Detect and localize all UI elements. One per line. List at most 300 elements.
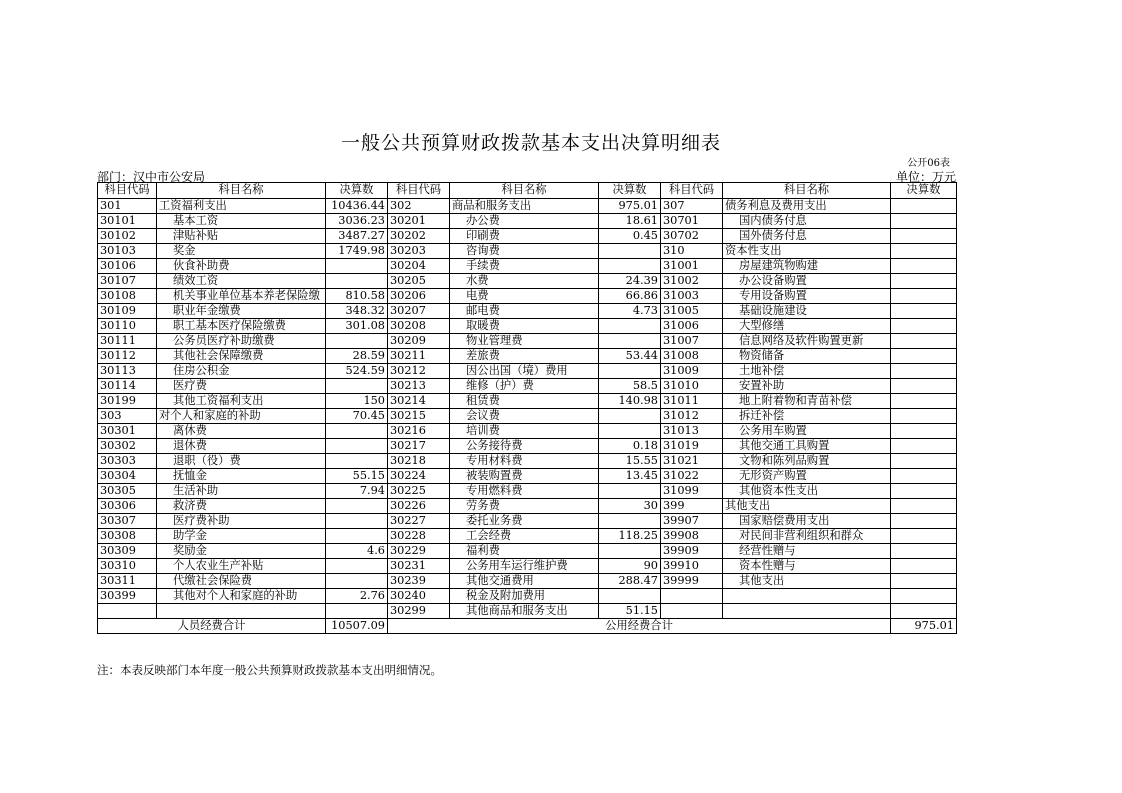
amount-cell <box>599 513 661 528</box>
subject-code-cell: 30199 <box>98 393 157 408</box>
table-row <box>98 468 957 483</box>
amount-cell: 0.45 <box>599 228 661 243</box>
subject-name-cell: 手续费 <box>450 258 599 273</box>
subject-code-cell: 30306 <box>98 498 157 513</box>
amount-cell: 13.45 <box>599 468 661 483</box>
amount-cell <box>326 333 388 348</box>
subject-code-cell: 30229 <box>388 543 450 558</box>
subject-name-cell: 工会经费 <box>450 528 599 543</box>
amount-cell <box>891 198 957 213</box>
subject-code-cell: 31012 <box>661 408 723 423</box>
subject-code-cell: 310 <box>661 243 723 258</box>
subject-name-cell: 商品和服务支出 <box>450 198 599 213</box>
subject-name-cell: 绩效工资 <box>157 273 326 288</box>
amount-cell: 3036.23 <box>326 213 388 228</box>
unit-label: 单位：万元 <box>895 170 956 184</box>
subject-code-cell: 30207 <box>388 303 450 318</box>
subject-name-cell: 国外债务付息 <box>723 228 891 243</box>
table-row <box>98 423 957 438</box>
subject-name-cell: 经营性赠与 <box>723 543 891 558</box>
subject-code-cell: 39908 <box>661 528 723 543</box>
subject-name-cell: 基础设施建设 <box>723 303 891 318</box>
subject-code-cell: 30215 <box>388 408 450 423</box>
public-total-label: 公用经费合计 <box>388 618 891 633</box>
totals-row <box>98 618 957 633</box>
subject-code-cell: 30107 <box>98 273 157 288</box>
subject-code-cell: 30224 <box>388 468 450 483</box>
subject-code-cell: 30225 <box>388 483 450 498</box>
subject-name-cell: 代缴社会保险费 <box>157 573 326 588</box>
amount-cell <box>891 288 957 303</box>
subject-code-cell: 30310 <box>98 558 157 573</box>
subject-code-cell: 31022 <box>661 468 723 483</box>
amount-cell <box>891 543 957 558</box>
subject-name-cell: 奖励金 <box>157 543 326 558</box>
subject-code-cell: 303 <box>98 408 157 423</box>
column-header: 决算数 <box>326 183 388 199</box>
subject-code-cell: 30108 <box>98 288 157 303</box>
subject-name-cell: 邮电费 <box>450 303 599 318</box>
subject-name-cell: 大型修缮 <box>723 318 891 333</box>
subject-name-cell: 对民间非营利组织和群众 <box>723 528 891 543</box>
amount-cell <box>891 393 957 408</box>
subject-name-cell: 医疗费 <box>157 378 326 393</box>
amount-cell: 70.45 <box>326 408 388 423</box>
amount-cell <box>891 573 957 588</box>
amount-cell <box>891 558 957 573</box>
table-row <box>98 198 957 213</box>
amount-cell: 118.25 <box>599 528 661 543</box>
amount-cell <box>891 318 957 333</box>
subject-code-cell: 30299 <box>388 603 450 618</box>
subject-name-cell <box>723 603 891 618</box>
amount-cell: 90 <box>599 558 661 573</box>
subject-code-cell: 39999 <box>661 573 723 588</box>
amount-cell <box>891 408 957 423</box>
table-row <box>98 318 957 333</box>
subject-name-cell: 咨询费 <box>450 243 599 258</box>
subject-name-cell: 资本性支出 <box>723 243 891 258</box>
subject-code-cell: 30201 <box>388 213 450 228</box>
subject-name-cell: 安置补助 <box>723 378 891 393</box>
subject-name-cell: 专用燃料费 <box>450 483 599 498</box>
subject-name-cell: 会议费 <box>450 408 599 423</box>
subject-code-cell: 30101 <box>98 213 157 228</box>
table-row <box>98 498 957 513</box>
subject-code-cell: 30112 <box>98 348 157 363</box>
subject-name-cell: 其他对个人和家庭的补助 <box>157 588 326 603</box>
amount-cell: 18.61 <box>599 213 661 228</box>
amount-cell <box>891 258 957 273</box>
subject-name-cell: 生活补助 <box>157 483 326 498</box>
amount-cell <box>891 468 957 483</box>
subject-name-cell: 其他商品和服务支出 <box>450 603 599 618</box>
amount-cell: 288.47 <box>599 573 661 588</box>
subject-name-cell: 物资储备 <box>723 348 891 363</box>
amount-cell: 150 <box>326 393 388 408</box>
subject-name-cell: 助学金 <box>157 528 326 543</box>
subject-code-cell: 30218 <box>388 453 450 468</box>
subject-name-cell: 地上附着物和青苗补偿 <box>723 393 891 408</box>
amount-cell: 348.32 <box>326 303 388 318</box>
form-number: 公开06表 <box>907 158 950 169</box>
public-total-value: 975.01 <box>891 618 957 633</box>
subject-name-cell <box>723 588 891 603</box>
subject-name-cell: 物业管理费 <box>450 333 599 348</box>
subject-name-cell: 拆迁补偿 <box>723 408 891 423</box>
amount-cell: 53.44 <box>599 348 661 363</box>
subject-code-cell: 30114 <box>98 378 157 393</box>
subject-name-cell: 其他交通工具购置 <box>723 438 891 453</box>
amount-cell <box>599 318 661 333</box>
table-row <box>98 513 957 528</box>
subject-code-cell: 30304 <box>98 468 157 483</box>
amount-cell <box>891 438 957 453</box>
subject-name-cell: 国家赔偿费用支出 <box>723 513 891 528</box>
amount-cell <box>891 483 957 498</box>
subject-name-cell: 办公费 <box>450 213 599 228</box>
subject-name-cell: 公务用车运行维护费 <box>450 558 599 573</box>
amount-cell <box>326 423 388 438</box>
subject-name-cell: 土地补偿 <box>723 363 891 378</box>
subject-code-cell: 302 <box>388 198 450 213</box>
subject-code-cell: 30102 <box>98 228 157 243</box>
column-header: 科目名称 <box>450 183 599 199</box>
column-header: 科目代码 <box>388 183 450 199</box>
subject-code-cell: 30205 <box>388 273 450 288</box>
subject-name-cell: 债务利息及费用支出 <box>723 198 891 213</box>
subject-code-cell: 307 <box>661 198 723 213</box>
subject-code-cell: 30240 <box>388 588 450 603</box>
table-row <box>98 273 957 288</box>
subject-name-cell: 住房公积金 <box>157 363 326 378</box>
amount-cell <box>891 303 957 318</box>
amount-cell <box>891 588 957 603</box>
subject-name-cell: 其他社会保障缴费 <box>157 348 326 363</box>
amount-cell: 10436.44 <box>326 198 388 213</box>
subject-code-cell: 31003 <box>661 288 723 303</box>
subject-name-cell: 维修（护）费 <box>450 378 599 393</box>
amount-cell <box>891 333 957 348</box>
subject-code-cell: 31008 <box>661 348 723 363</box>
subject-code-cell: 39909 <box>661 543 723 558</box>
subject-name-cell: 公务用车购置 <box>723 423 891 438</box>
table-row <box>98 528 957 543</box>
amount-cell: 1749.98 <box>326 243 388 258</box>
subject-name-cell: 国内债务付息 <box>723 213 891 228</box>
subject-code-cell: 30217 <box>388 438 450 453</box>
subject-name-cell: 信息网络及软件购置更新 <box>723 333 891 348</box>
amount-cell <box>599 588 661 603</box>
amount-cell <box>599 363 661 378</box>
subject-code-cell: 30204 <box>388 258 450 273</box>
table-note: 注：本表反映部门本年度一般公共预算财政拨款基本支出明细情况。 <box>97 663 442 677</box>
subject-name-cell: 水费 <box>450 273 599 288</box>
table-row <box>98 228 957 243</box>
table-row <box>98 558 957 573</box>
table-row <box>98 408 957 423</box>
subject-code-cell: 30106 <box>98 258 157 273</box>
subject-code-cell: 30212 <box>388 363 450 378</box>
amount-cell <box>326 558 388 573</box>
subject-code-cell: 31006 <box>661 318 723 333</box>
subject-name-cell: 退职（役）费 <box>157 453 326 468</box>
amount-cell: 810.58 <box>326 288 388 303</box>
amount-cell: 0.18 <box>599 438 661 453</box>
subject-name-cell: 专用材料费 <box>450 453 599 468</box>
table-row <box>98 543 957 558</box>
amount-cell <box>326 528 388 543</box>
subject-code-cell <box>661 603 723 618</box>
amount-cell: 4.6 <box>326 543 388 558</box>
subject-code-cell: 30202 <box>388 228 450 243</box>
table-row <box>98 258 957 273</box>
subject-name-cell: 税金及附加费用 <box>450 588 599 603</box>
subject-name-cell: 职业年金缴费 <box>157 303 326 318</box>
amount-cell: 301.08 <box>326 318 388 333</box>
amount-cell: 524.59 <box>326 363 388 378</box>
amount-cell: 3487.27 <box>326 228 388 243</box>
subject-code-cell: 30239 <box>388 573 450 588</box>
amount-cell <box>326 513 388 528</box>
department-label: 部门：汉中市公安局 <box>97 170 206 184</box>
table-row <box>98 573 957 588</box>
subject-name-cell <box>157 603 326 618</box>
amount-cell: 140.98 <box>599 393 661 408</box>
page-title: 一般公共预算财政拨款基本支出决算明细表 <box>340 132 721 154</box>
table-row <box>98 453 957 468</box>
table-row <box>98 588 957 603</box>
subject-code-cell: 30209 <box>388 333 450 348</box>
subject-name-cell: 委托业务费 <box>450 513 599 528</box>
subject-code-cell: 31019 <box>661 438 723 453</box>
table-row <box>98 378 957 393</box>
subject-code-cell: 30227 <box>388 513 450 528</box>
subject-code-cell: 30228 <box>388 528 450 543</box>
amount-cell <box>891 243 957 258</box>
subject-code-cell: 39907 <box>661 513 723 528</box>
subject-code-cell: 30399 <box>98 588 157 603</box>
subject-name-cell: 基本工资 <box>157 213 326 228</box>
subject-code-cell: 30216 <box>388 423 450 438</box>
subject-name-cell: 奖金 <box>157 243 326 258</box>
table-row <box>98 483 957 498</box>
header-row <box>98 183 957 199</box>
amount-cell: 55.15 <box>326 468 388 483</box>
amount-cell: 4.73 <box>599 303 661 318</box>
subject-code-cell: 39910 <box>661 558 723 573</box>
amount-cell: 975.01 <box>599 198 661 213</box>
personnel-total-value: 10507.09 <box>326 618 388 633</box>
subject-name-cell: 救济费 <box>157 498 326 513</box>
amount-cell <box>891 528 957 543</box>
subject-name-cell: 离休费 <box>157 423 326 438</box>
subject-name-cell: 职工基本医疗保险缴费 <box>157 318 326 333</box>
subject-code-cell: 30307 <box>98 513 157 528</box>
column-header: 决算数 <box>891 183 957 199</box>
subject-name-cell: 被装购置费 <box>450 468 599 483</box>
subject-code-cell: 31009 <box>661 363 723 378</box>
amount-cell <box>891 513 957 528</box>
subject-code-cell: 30302 <box>98 438 157 453</box>
table-row <box>98 603 957 618</box>
subject-name-cell: 退休费 <box>157 438 326 453</box>
subject-code-cell: 30111 <box>98 333 157 348</box>
subject-name-cell: 电费 <box>450 288 599 303</box>
subject-code-cell: 30208 <box>388 318 450 333</box>
amount-cell <box>891 363 957 378</box>
subject-name-cell: 公务员医疗补助缴费 <box>157 333 326 348</box>
subject-code-cell: 30211 <box>388 348 450 363</box>
subject-name-cell: 其他支出 <box>723 498 891 513</box>
amount-cell <box>326 453 388 468</box>
amount-cell <box>599 423 661 438</box>
subject-name-cell: 对个人和家庭的补助 <box>157 408 326 423</box>
amount-cell: 7.94 <box>326 483 388 498</box>
amount-cell <box>599 258 661 273</box>
subject-name-cell: 因公出国（境）费用 <box>450 363 599 378</box>
subject-name-cell: 伙食补助费 <box>157 258 326 273</box>
column-header: 科目代码 <box>661 183 723 199</box>
amount-cell <box>599 408 661 423</box>
table-row <box>98 438 957 453</box>
subject-code-cell: 30203 <box>388 243 450 258</box>
amount-cell <box>891 453 957 468</box>
subject-name-cell: 办公设备购置 <box>723 273 891 288</box>
subject-name-cell: 津贴补贴 <box>157 228 326 243</box>
amount-cell <box>326 258 388 273</box>
amount-cell <box>599 243 661 258</box>
table-row <box>98 348 957 363</box>
subject-code-cell <box>98 603 157 618</box>
subject-name-cell: 租赁费 <box>450 393 599 408</box>
subject-name-cell: 印刷费 <box>450 228 599 243</box>
subject-code-cell: 30701 <box>661 213 723 228</box>
subject-code-cell: 30213 <box>388 378 450 393</box>
subject-code-cell: 31021 <box>661 453 723 468</box>
amount-cell <box>891 348 957 363</box>
subject-code-cell <box>661 588 723 603</box>
subject-code-cell: 30305 <box>98 483 157 498</box>
amount-cell <box>599 333 661 348</box>
amount-cell <box>891 498 957 513</box>
subject-name-cell: 资本性赠与 <box>723 558 891 573</box>
amount-cell: 24.39 <box>599 273 661 288</box>
table-row <box>98 243 957 258</box>
subject-code-cell: 30206 <box>388 288 450 303</box>
amount-cell <box>599 543 661 558</box>
column-header: 科目名称 <box>157 183 326 199</box>
amount-cell <box>326 438 388 453</box>
amount-cell <box>326 603 388 618</box>
subject-name-cell: 文物和陈列品购置 <box>723 453 891 468</box>
subject-name-cell: 福利费 <box>450 543 599 558</box>
subject-code-cell: 30303 <box>98 453 157 468</box>
amount-cell <box>891 273 957 288</box>
amount-cell: 58.5 <box>599 378 661 393</box>
amount-cell: 2.76 <box>326 588 388 603</box>
table-row <box>98 393 957 408</box>
column-header: 科目名称 <box>723 183 891 199</box>
subject-code-cell: 31011 <box>661 393 723 408</box>
subject-name-cell: 医疗费补助 <box>157 513 326 528</box>
amount-cell: 15.55 <box>599 453 661 468</box>
amount-cell <box>326 378 388 393</box>
amount-cell <box>891 603 957 618</box>
subject-name-cell: 差旅费 <box>450 348 599 363</box>
amount-cell: 30 <box>599 498 661 513</box>
subject-name-cell: 公务接待费 <box>450 438 599 453</box>
subject-code-cell: 30113 <box>98 363 157 378</box>
subject-name-cell: 其他支出 <box>723 573 891 588</box>
subject-code-cell: 30226 <box>388 498 450 513</box>
subject-code-cell: 30702 <box>661 228 723 243</box>
table-row <box>98 213 957 228</box>
subject-code-cell: 30308 <box>98 528 157 543</box>
subject-code-cell: 31013 <box>661 423 723 438</box>
amount-cell <box>891 228 957 243</box>
amount-cell: 51.15 <box>599 603 661 618</box>
amount-cell <box>599 483 661 498</box>
amount-cell <box>326 498 388 513</box>
table-row <box>98 303 957 318</box>
subject-code-cell: 30109 <box>98 303 157 318</box>
column-header: 决算数 <box>599 183 661 199</box>
amount-cell <box>891 213 957 228</box>
subject-name-cell: 抚恤金 <box>157 468 326 483</box>
subject-code-cell: 30301 <box>98 423 157 438</box>
table-row <box>98 363 957 378</box>
subject-name-cell: 劳务费 <box>450 498 599 513</box>
personnel-total-label: 人员经费合计 <box>98 618 326 633</box>
subject-name-cell: 房屋建筑物购建 <box>723 258 891 273</box>
table-row <box>98 288 957 303</box>
subject-name-cell: 工资福利支出 <box>157 198 326 213</box>
amount-cell <box>891 378 957 393</box>
subject-code-cell: 31005 <box>661 303 723 318</box>
amount-cell <box>891 423 957 438</box>
column-header: 科目代码 <box>98 183 157 199</box>
subject-code-cell: 31001 <box>661 258 723 273</box>
amount-cell: 66.86 <box>599 288 661 303</box>
subject-code-cell: 301 <box>98 198 157 213</box>
subject-code-cell: 30214 <box>388 393 450 408</box>
subject-name-cell: 取暖费 <box>450 318 599 333</box>
subject-code-cell: 30103 <box>98 243 157 258</box>
subject-code-cell: 30309 <box>98 543 157 558</box>
amount-cell <box>326 573 388 588</box>
subject-name-cell: 专用设备购置 <box>723 288 891 303</box>
subject-code-cell: 30110 <box>98 318 157 333</box>
subject-name-cell: 无形资产购置 <box>723 468 891 483</box>
subject-name-cell: 个人农业生产补贴 <box>157 558 326 573</box>
subject-code-cell: 31010 <box>661 378 723 393</box>
subject-code-cell: 30311 <box>98 573 157 588</box>
subject-code-cell: 399 <box>661 498 723 513</box>
amount-cell <box>326 273 388 288</box>
expenditure-table <box>97 182 957 634</box>
subject-code-cell: 30231 <box>388 558 450 573</box>
amount-cell: 28.59 <box>326 348 388 363</box>
subject-name-cell: 其他资本性支出 <box>723 483 891 498</box>
subject-name-cell: 其他交通费用 <box>450 573 599 588</box>
subject-code-cell: 31099 <box>661 483 723 498</box>
subject-name-cell: 培训费 <box>450 423 599 438</box>
subject-name-cell: 机关事业单位基本养老保险缴 <box>157 288 326 303</box>
table-row <box>98 333 957 348</box>
subject-name-cell: 其他工资福利支出 <box>157 393 326 408</box>
subject-code-cell: 31002 <box>661 273 723 288</box>
